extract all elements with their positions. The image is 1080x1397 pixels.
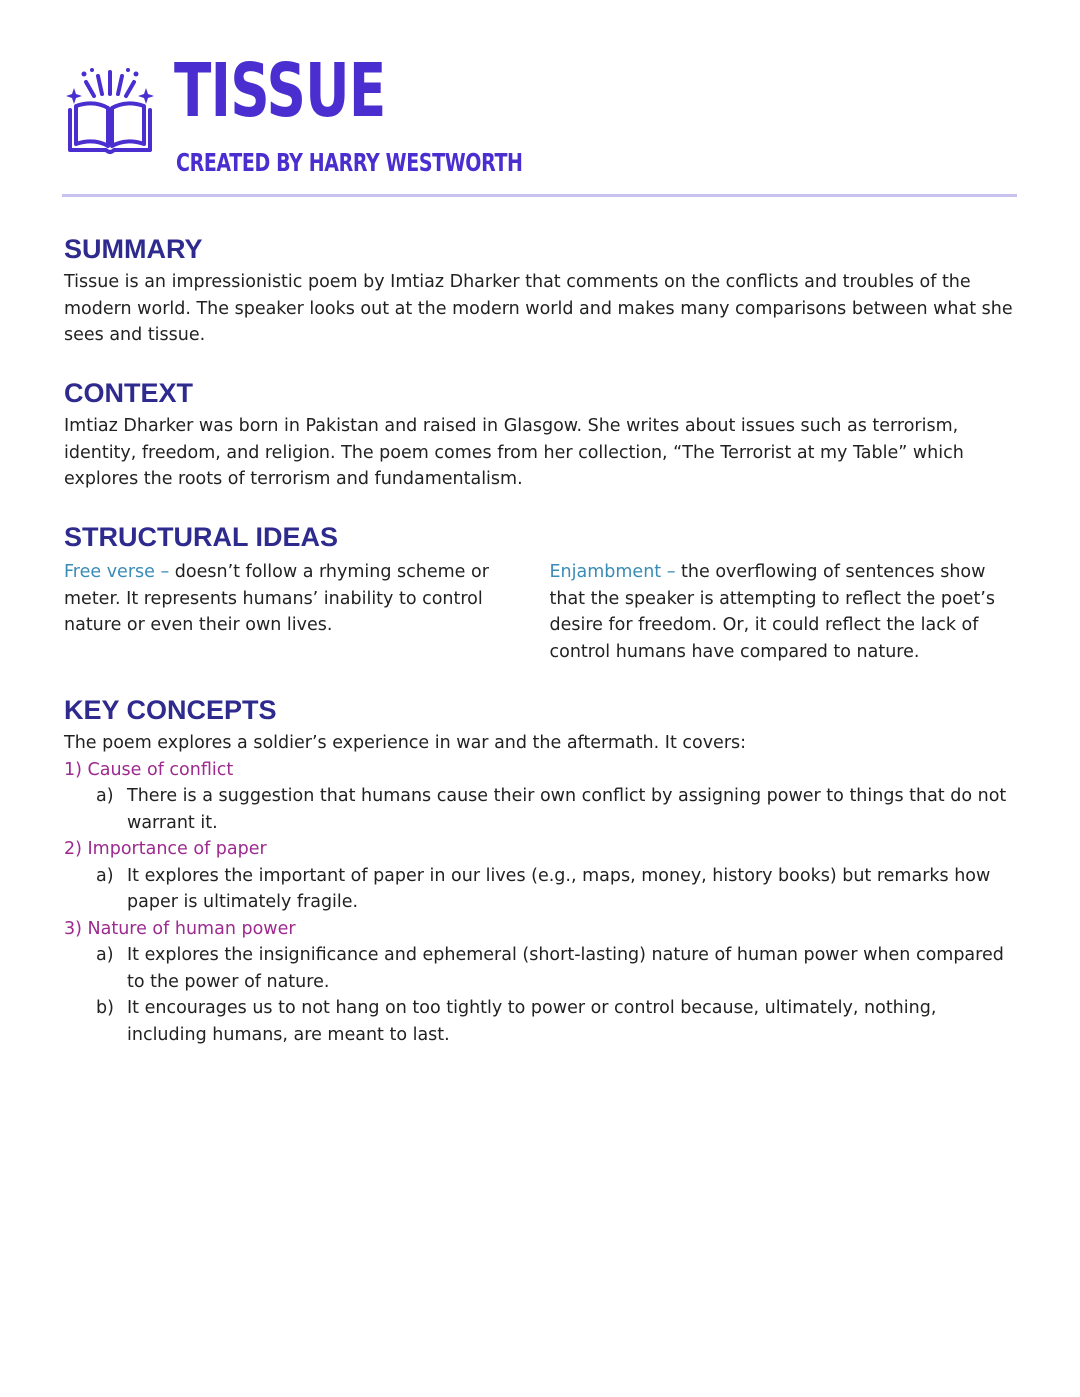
enjambment-text: the overflowing of sentences show that the speaker is attempting to reflect the poet’s desire for freedom. Or, it could reflect the lack of control humans have compared to nature. [549,562,995,662]
page-title: TISSUE [174,48,386,134]
structural-columns [64,559,1014,665]
enjambment-note [550,559,1015,665]
concept-title: 1) Cause of conflict [64,759,234,780]
key-concepts-heading: KEY CONCEPTS [64,695,277,725]
sub-item-text: There is a suggestion that humans cause their own conflict by assigning power to things that do not warrant it. [127,786,1007,833]
header-divider [62,194,1017,197]
concept-item [64,757,1014,837]
context-heading: CONTEXT [64,378,194,408]
free-verse-term: Free verse – [64,562,170,582]
free-verse-text: doesn’t follow a rhyming scheme or meter. It represents humans’ inability to control nature or even their own lives. [64,562,489,635]
free-verse-note [64,559,529,665]
concept-sub-item [64,863,1014,916]
concept-item [64,916,1014,1049]
sub-item-marker: a) [96,865,114,886]
concept-title: 3) Nature of human power [64,918,296,939]
key-concepts-section [64,694,1014,1048]
enjambment-term: Enjambment – [549,562,676,582]
context-text: Imtiaz Dharker was born in Pakistan and raised in Glasgow. She writes about issues such as terrorism, identity, freedom, and religion. The poem comes from her collection, “The Terrorist at my Table” which explores the roots of terrorism and fundamentalism. [64,416,964,489]
structural-section [64,521,1014,665]
concept-sub-item [64,995,1014,1048]
summary-text: Tissue is an impressionistic poem by Imtiaz Dharker that comments on the conflicts and troubles of the modern world. The speaker looks out at the modern world and makes many comparisons between what she sees and tissue. [64,272,1013,345]
sub-item-marker: a) [96,786,114,806]
open-book-icon [62,66,158,162]
sub-item-text: It encourages us to not hang on too tightly to power or control because, ultimately, nothing, including humans, are meant to last. [127,998,937,1045]
sub-item-marker: a) [96,945,114,965]
concept-sub-item [64,942,1014,995]
concept-sub-item [64,783,1014,836]
summary-heading: SUMMARY [64,234,203,264]
author-credit: CREATED BY HARRY WESTWORTH [176,148,523,177]
sub-item-text: It explores the insignificance and ephemeral (short-lasting) nature of human power when compared to the power of nature. [127,945,1004,992]
sub-item-text: It explores the important of paper in our lives (e.g., maps, money, history books) but remarks how paper is ultimately fragile. [127,865,991,912]
concept-item [64,836,1014,916]
structural-heading: STRUCTURAL IDEAS [64,522,339,552]
sub-item-marker: b) [96,998,114,1018]
key-concepts-intro: The poem explores a soldier’s experience in war and the aftermath. It covers: [64,733,747,753]
context-section [64,377,1014,493]
concept-title: 2) Importance of paper [64,839,267,859]
summary-section [64,233,1014,349]
